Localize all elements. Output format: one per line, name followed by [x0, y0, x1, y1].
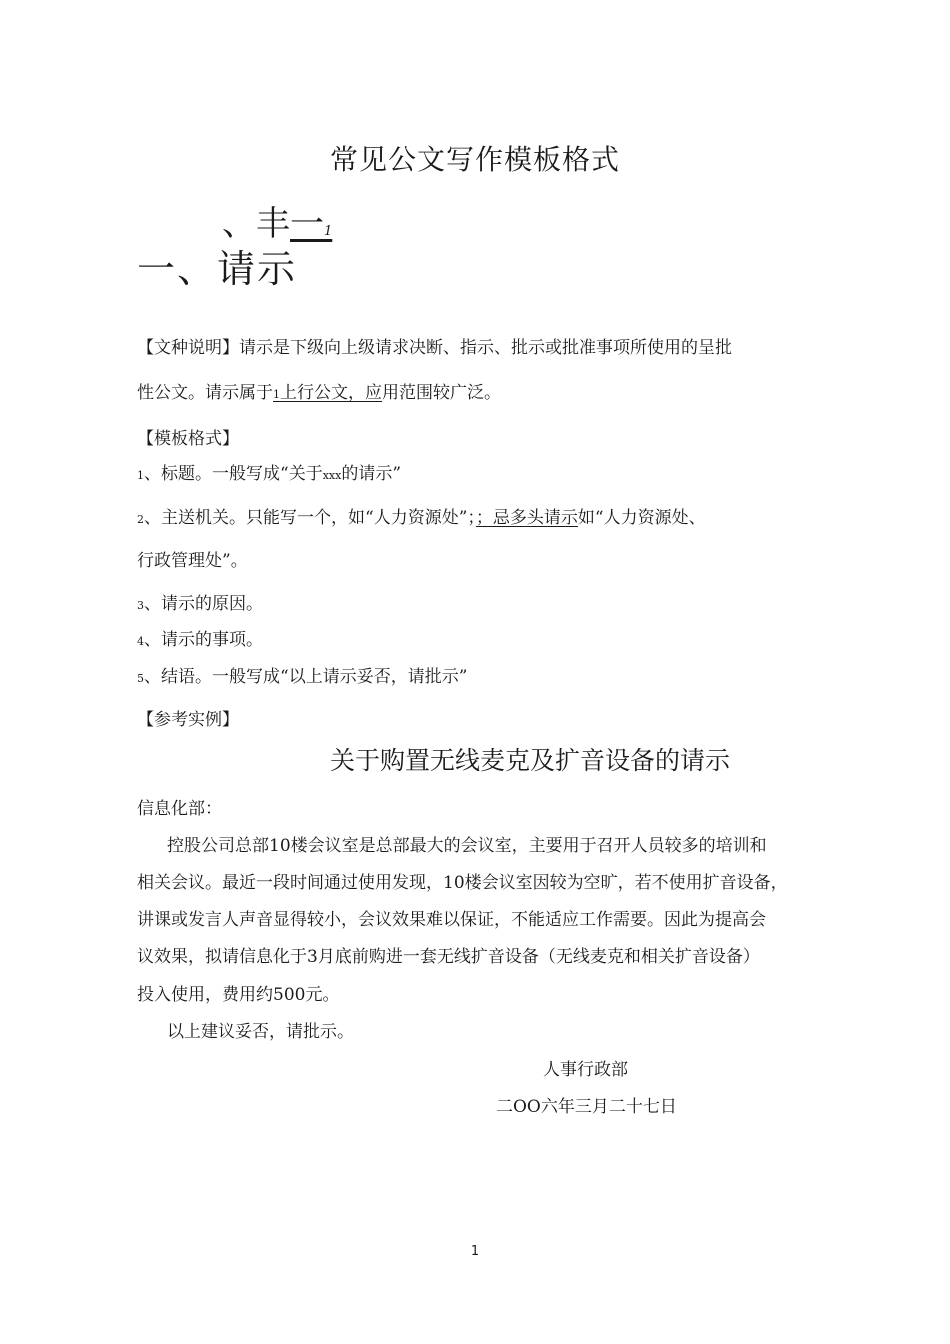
item-text: 、标题。一般写成“关于: [144, 464, 323, 484]
example-title: 关于购置无线麦克及扩音设备的请示: [329, 746, 730, 775]
item-placeholder: xxx: [322, 469, 342, 482]
signature-date: 二OO六年三月二十七日: [496, 1097, 677, 1117]
artifact-num: 1: [324, 224, 333, 239]
document-title: 常见公文写作模板格式: [329, 143, 620, 176]
example-body-line: 相关会议。最近一段时间通过使用发现，10楼会议室因较为空旷，若不使用扩音设备，: [137, 873, 788, 893]
example-closing: 以上建议妥否，请批示。: [167, 1022, 354, 1042]
artifact-mid: 一: [290, 204, 324, 244]
template-heading: 【模板格式】: [137, 429, 239, 449]
intro-text: 性公文。请示属于: [137, 383, 273, 403]
example-addressee: 信息化部：: [137, 799, 222, 819]
intro-ul-text: 上行公文，应: [280, 383, 382, 403]
item-text: 、请示的事项。: [144, 630, 263, 650]
example-body-line: 议效果，拟请信息化于3月底前购进一套无线扩音设备（无线麦克和相关扩音设备）: [137, 947, 760, 967]
item-tail: 的请示”: [341, 464, 402, 484]
intro-line-2: [137, 378, 501, 403]
section-heading: 一、请示: [137, 247, 298, 291]
list-item: [137, 662, 467, 687]
page-number: 1: [470, 1244, 480, 1259]
artifact-prefix: 、丰: [222, 204, 290, 244]
example-body-line: 讲课或发言人声音显得较小，会议效果难以保证，不能适应工作需要。因此为提高会: [137, 910, 766, 930]
intro-num: 1: [273, 388, 280, 401]
item-text: 、请示的原因。: [144, 594, 263, 614]
intro-line-1: 【文种说明】请示是下级向上级请求决断、指示、批示或批准事项所使用的呈批: [137, 338, 732, 358]
item-number: 5: [137, 672, 144, 685]
list-item: [137, 503, 706, 528]
example-heading: 【参考实例】: [137, 710, 239, 730]
example-body-line: 投入使用，费用约500元。: [137, 985, 340, 1005]
list-item: [137, 589, 263, 614]
item-tail: 如“人力资源处、: [577, 508, 706, 528]
item-number: 1: [137, 469, 144, 482]
intro-tail: 用范围较广泛。: [382, 383, 501, 403]
list-item: [137, 459, 401, 484]
item-number: 2: [137, 513, 144, 526]
item-text: 、结语。一般写成“以上请示妥否，请批示”: [144, 667, 468, 687]
item-number: 3: [137, 599, 144, 612]
example-body-line: 控股公司总部10楼会议室是总部最大的会议室，主要用于召开人员较多的培训和: [167, 836, 767, 856]
item-text: 、主送机关。只能写一个，如“人力资源处”；: [144, 508, 476, 528]
list-item: [137, 625, 263, 650]
item-number: 4: [137, 635, 144, 648]
signer: 人事行政部: [543, 1060, 628, 1080]
intro-underlined: [273, 383, 382, 403]
list-item-continuation: 行政管理处”。: [137, 551, 248, 571]
item-underlined: ；忌多头请示: [475, 508, 578, 528]
